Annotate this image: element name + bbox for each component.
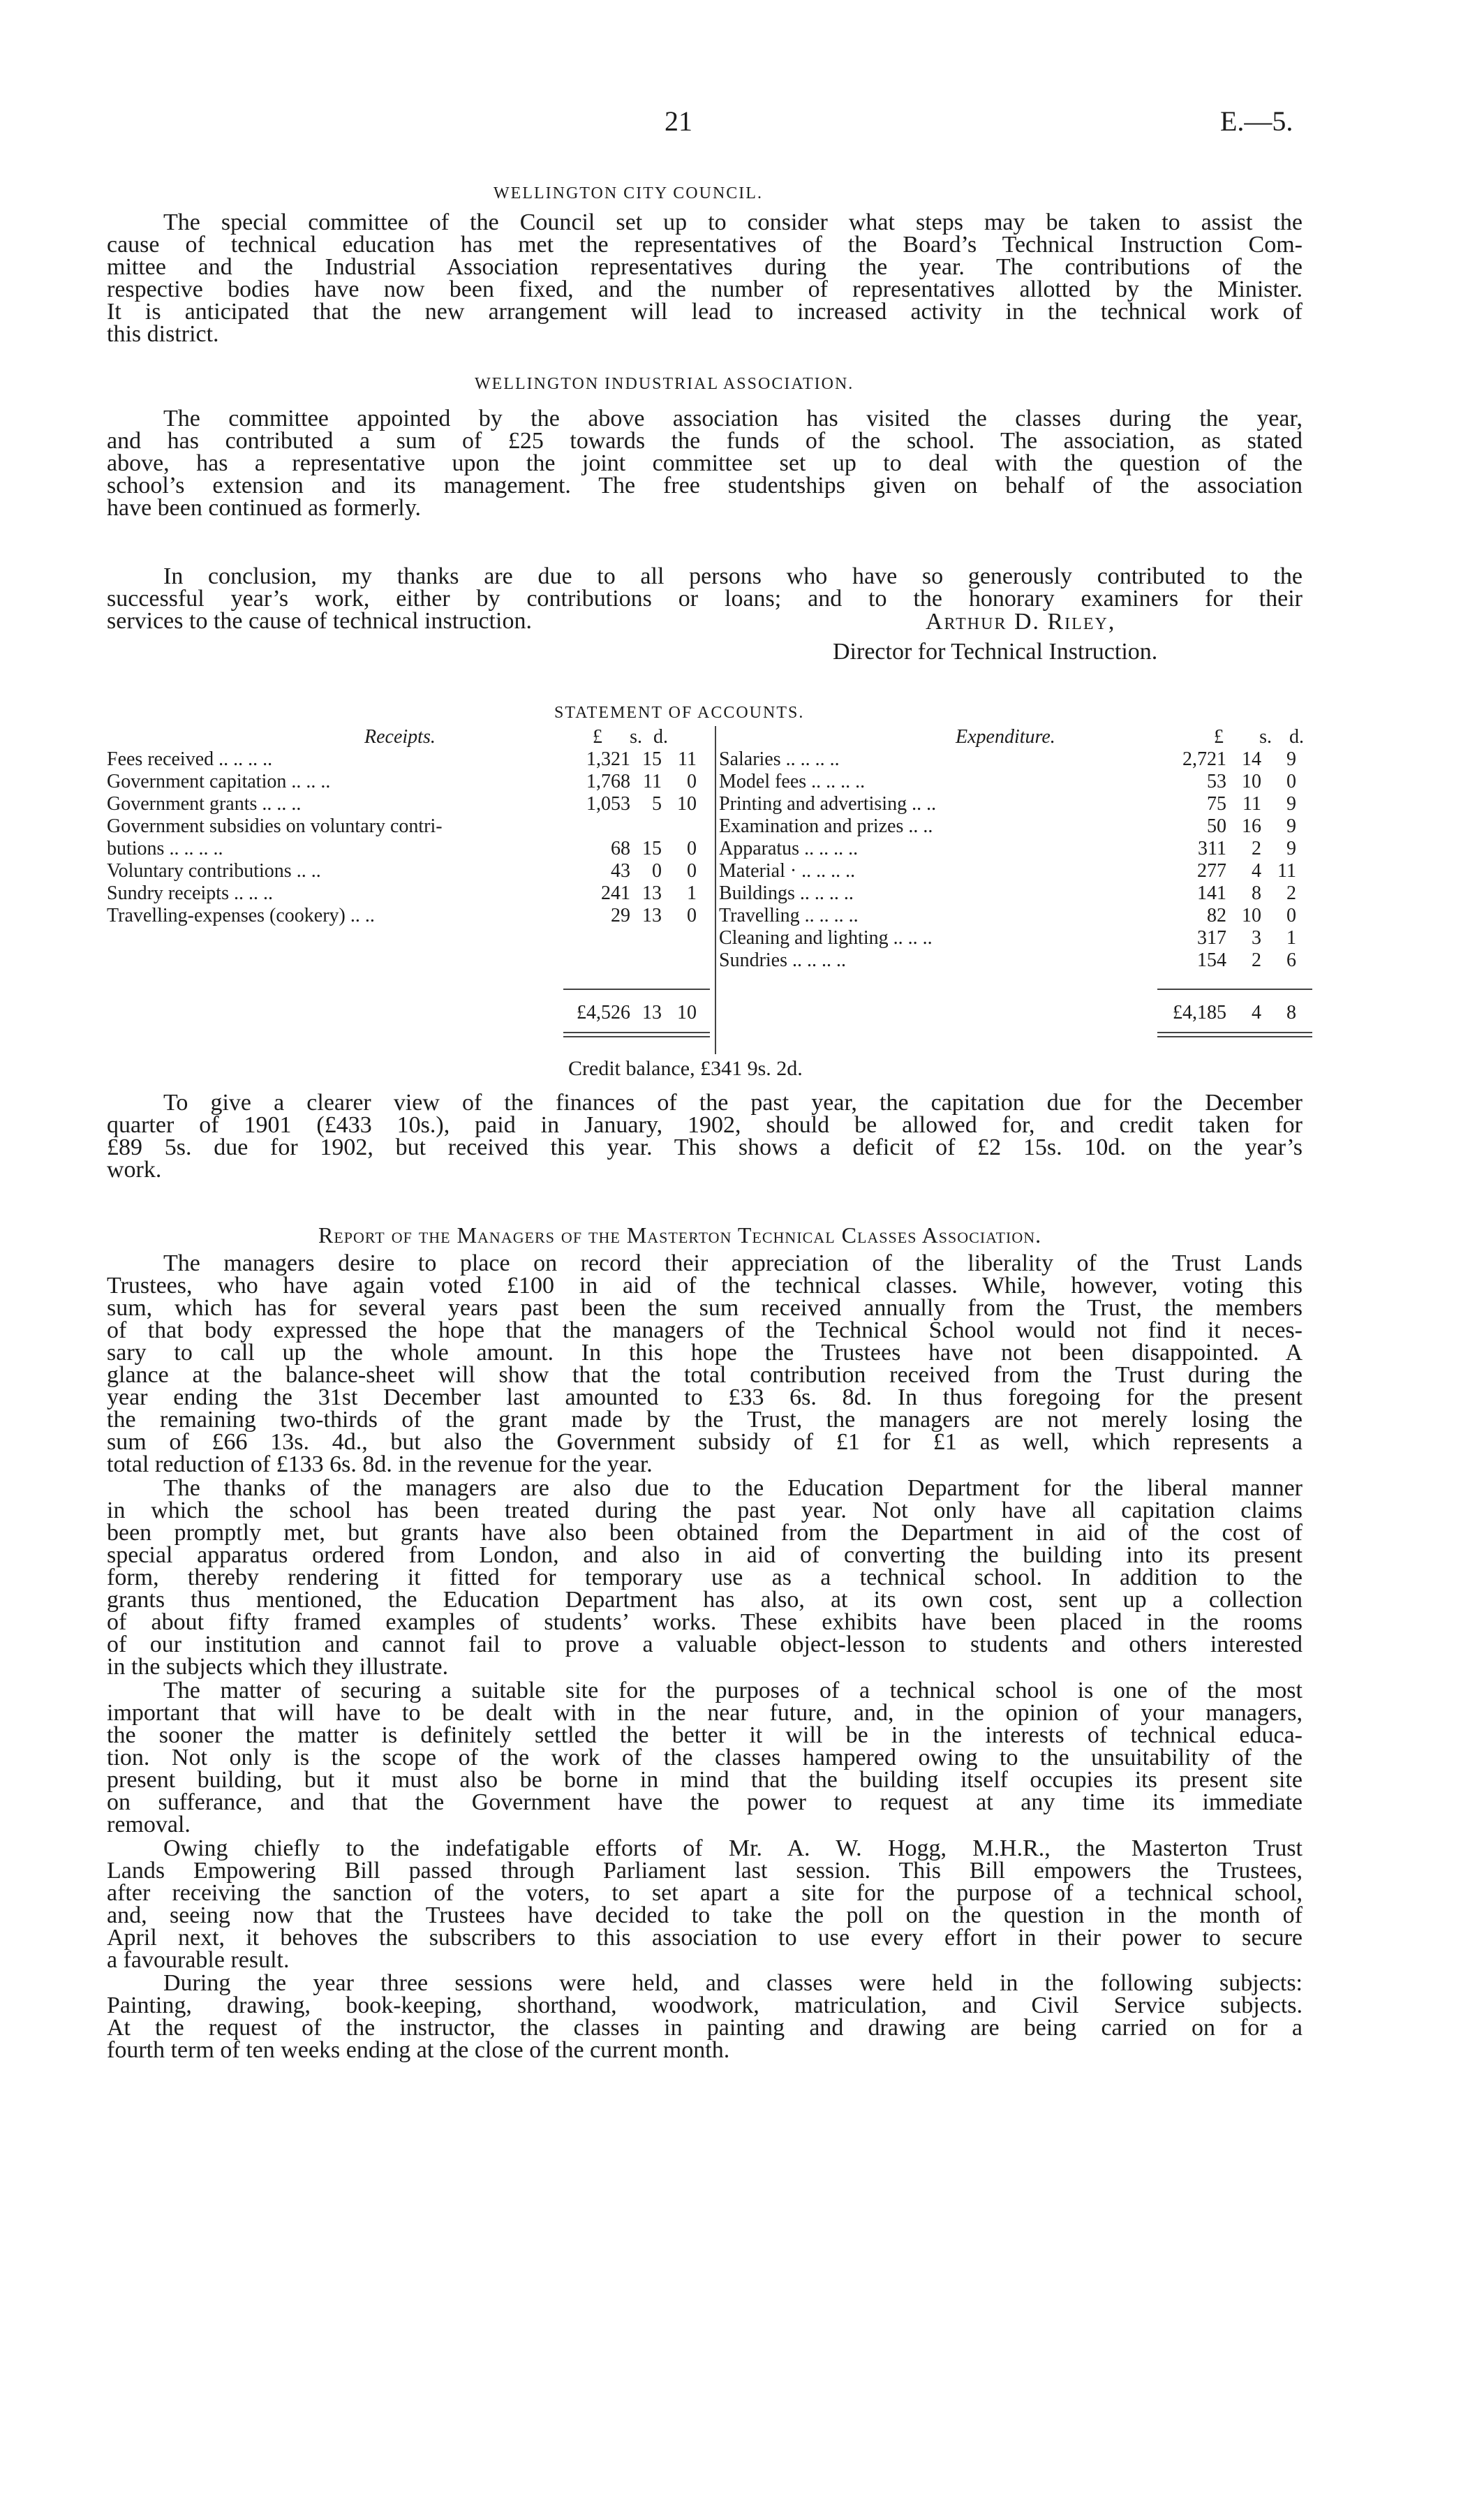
receipt-row-shillings: 13: [642, 882, 662, 904]
text-line: tion. Not only is the scope of the work of the classes hampered owing to the unsuitability of the: [107, 1745, 1303, 1770]
text-line: above, has a representative upon the joint committee set up to deal with the question of the: [107, 450, 1303, 476]
text-line: and, seeing now that the Trustees have decided to take the poll on the question in the month of: [107, 1902, 1303, 1928]
expenditure-row-shillings: 8: [1252, 882, 1261, 904]
text-line: In conclusion, my thanks are due to all persons who have so generously contributed to the: [163, 563, 1303, 589]
receipts-total-rule-bottom-2: [563, 1036, 710, 1037]
expenditure-total-rule-top: [1157, 989, 1312, 990]
text-line: To give a clearer view of the finances of the past year, the capitation due for the December: [163, 1090, 1303, 1116]
expenditure-row-pence: 6: [1286, 949, 1296, 971]
text-line: after receiving the sanction of the voters, to set apart a site for the purpose of a technical school,: [107, 1880, 1303, 1906]
receipt-row-pounds: 1,053: [586, 793, 630, 815]
expenditure-row-shillings: 11: [1242, 793, 1261, 815]
text-line: removal.: [107, 1812, 191, 1837]
receipts-total-shillings: 13: [642, 1002, 662, 1023]
paragraph-education-department-thanks: [107, 1477, 1303, 1678]
receipt-row-pence: 11: [678, 748, 697, 770]
text-line: important that will have to be dealt with in the near future, and, in the opinion of your managers,: [107, 1700, 1303, 1726]
text-line: of our institution and cannot fail to prove a valuable object-lesson to students and others interested: [107, 1632, 1303, 1657]
paragraph-finances-explanation: [107, 1092, 1303, 1181]
receipt-row-pounds: 29: [611, 905, 630, 926]
text-line: year ending the 31st December last amounted to £33 6s. 8d. In thus foregoing for the present: [107, 1384, 1303, 1410]
paragraph-industrial-association-committee: [107, 408, 1303, 519]
text-line: special apparatus ordered from London, and also in aid of converting the building into its present: [107, 1542, 1303, 1568]
text-line: cause of technical education has met the representatives of the Board’s Technical Instruction Com-: [107, 232, 1303, 258]
expenditure-row-pounds: 2,721: [1182, 748, 1226, 770]
text-line: The matter of securing a suitable site for the purposes of a technical school is one of the most: [163, 1678, 1303, 1703]
text-line: a favourable result.: [107, 1947, 290, 1973]
expenditure-row-pence: 11: [1277, 860, 1296, 882]
receipt-row-shillings: 11: [643, 771, 662, 792]
paragraph-conclusion-thanks: [107, 565, 1303, 633]
signature-name: Arthur D. Riley,: [926, 609, 1116, 635]
expenditure-row-pounds: 53: [1207, 771, 1226, 792]
receipt-row-pence: 10: [677, 793, 697, 815]
text-line: have been continued as formerly.: [107, 495, 422, 521]
text-line: It is anticipated that the new arrangement will lead to increased activity in the technical work of: [107, 299, 1303, 325]
expenditure-row-pounds: 277: [1197, 860, 1226, 882]
text-line: During the year three sessions were held, and classes were held in the following subjects:: [163, 1970, 1303, 1996]
text-line: in the subjects which they illustrate.: [107, 1654, 449, 1680]
text-line: Owing chiefly to the indefatigable efforts of Mr. A. W. Hogg, M.H.R., the Masterton Trust: [163, 1835, 1303, 1861]
receipt-row-shillings: 0: [652, 860, 662, 882]
section-heading-wellington-industrial-association: WELLINGTON INDUSTRIAL ASSOCIATION.: [475, 375, 854, 393]
receipts-total-pounds: £4,526: [577, 1002, 630, 1023]
text-line: form, thereby rendering it fitted for temporary use as a technical school. In addition to the: [107, 1565, 1303, 1590]
expenditure-row-shillings: 14: [1242, 748, 1261, 770]
expenditure-row-label: Model fees .. .. .. ..: [719, 771, 866, 792]
section-heading-wellington-city-council: WELLINGTON CITY COUNCIL.: [494, 184, 763, 202]
text-line: of about fifty framed examples of students’ works. These exhibits have been placed in the rooms: [107, 1609, 1303, 1635]
expenditure-row-pence: 9: [1286, 793, 1296, 815]
signature-title: Director for Technical Instruction.: [833, 639, 1158, 665]
text-line: total reduction of £133 6s. 8d. in the revenue for the year.: [107, 1451, 653, 1477]
expenditure-col-shilling: s.: [1259, 726, 1272, 748]
expenditure-row-pounds: 311: [1198, 838, 1226, 859]
receipt-row-shillings: 13: [642, 905, 662, 926]
expenditure-row-shillings: 3: [1252, 927, 1261, 949]
text-line: in which the school has been treated during the past year. Not only have all capitation claims: [107, 1497, 1303, 1523]
text-line: of that body expressed the hope that the managers of the Technical School would not find it neces-: [107, 1317, 1303, 1343]
page-number: 21: [665, 105, 692, 137]
receipts-col-pence: d.: [653, 726, 668, 748]
expenditure-row-shillings: 4: [1252, 860, 1261, 882]
text-line: respective bodies have now been fixed, and the number of representatives allotted by the Minister.: [107, 276, 1303, 302]
text-line: school’s extension and its management. The free studentships given on behalf of the association: [107, 473, 1303, 498]
expenditure-row-pounds: 50: [1207, 815, 1226, 837]
text-line: mittee and the Industrial Association representatives during the year. The contributions of the: [107, 254, 1303, 280]
expenditure-row-label: Buildings .. .. .. ..: [719, 882, 854, 904]
expenditure-row-label: Salaries .. .. .. ..: [719, 748, 840, 770]
receipt-row-pounds: 68: [611, 838, 630, 859]
receipt-row-label: Government grants .. .. ..: [107, 793, 302, 815]
text-line: services to the cause of technical instruction.: [107, 608, 532, 634]
receipt-row-label: Voluntary contributions .. ..: [107, 860, 321, 882]
receipt-row-shillings: 15: [642, 838, 662, 859]
expenditure-row-pence: 0: [1286, 905, 1296, 926]
text-line: sary to call up the whole amount. In this hope the Trustees have not been disappointed. A: [107, 1340, 1303, 1366]
receipt-row-pence: 1: [687, 882, 697, 904]
receipt-row-pence: 0: [687, 860, 697, 882]
text-line: At the request of the instructor, the classes in painting and drawing are being carried on for a: [107, 2015, 1303, 2041]
text-line: on sufferance, and that the Government have the power to request at any time its immediate: [107, 1789, 1303, 1815]
text-line: the remaining two-thirds of the grant made by the Trust, the managers are not merely losing the: [107, 1407, 1303, 1433]
receipts-total-rule-bottom-1: [563, 1032, 710, 1033]
expenditure-total-shillings: 4: [1252, 1002, 1261, 1023]
text-line: £89 5s. due for 1902, but received this year. This shows a deficit of £2 15s. 10d. on the year’s: [107, 1134, 1303, 1160]
expenditure-row-label: Examination and prizes .. ..: [719, 815, 933, 837]
text-line: and has contributed a sum of £25 towards the funds of the school. The association, as stated: [107, 428, 1303, 454]
receipt-row-pence: 0: [687, 771, 697, 792]
text-line: been promptly met, but grants have also been obtained from the Department in aid of the cost of: [107, 1520, 1303, 1546]
expenditure-row-label: Printing and advertising .. ..: [719, 793, 937, 815]
expenditure-column-label: Expenditure.: [956, 726, 1055, 748]
expenditure-row-shillings: 10: [1242, 771, 1261, 792]
expenditure-col-pound: £: [1214, 726, 1224, 748]
receipts-col-shilling: s.: [630, 726, 642, 748]
expenditure-row-pounds: 75: [1207, 793, 1226, 815]
accounts-column-divider: [715, 726, 716, 1054]
text-line: grants thus mentioned, the Education Department has also, at its own cost, sent up a collection: [107, 1587, 1303, 1613]
receipt-row-pounds: 1,768: [586, 771, 630, 792]
receipt-row-pence: 0: [687, 838, 697, 859]
receipt-row-label: Travelling-expenses (cookery) .. ..: [107, 905, 375, 926]
expenditure-col-pence: d.: [1289, 726, 1304, 748]
expenditure-row-label: Sundries .. .. .. ..: [719, 949, 846, 971]
receipt-row-pence: 0: [687, 905, 697, 926]
receipt-row-label: butions .. .. .. ..: [107, 838, 223, 859]
text-line: Painting, drawing, book-keeping, shorthand, woodwork, matriculation, and Civil Service subjects.: [107, 1992, 1303, 2018]
credit-balance: Credit balance, £341 9s. 2d.: [568, 1057, 803, 1080]
text-line: work.: [107, 1157, 162, 1183]
expenditure-row-pounds: 141: [1197, 882, 1226, 904]
receipt-row-pounds: 1,321: [586, 748, 630, 770]
text-line: quarter of 1901 (£433 10s.), paid in January, 1902, should be allowed for, and credit taken for: [107, 1112, 1303, 1138]
expenditure-total-pence: 8: [1286, 1002, 1296, 1023]
expenditure-row-pounds: 317: [1197, 927, 1226, 949]
text-line: fourth term of ten weeks ending at the close of the current month.: [107, 2037, 730, 2063]
paragraph-trust-lands-trustees: [107, 1252, 1303, 1476]
receipt-row-shillings: 15: [642, 748, 662, 770]
expenditure-row-shillings: 10: [1242, 905, 1261, 926]
text-line: The special committee of the Council set up to consider what steps may be taken to assist the: [163, 209, 1303, 235]
expenditure-row-pence: 9: [1286, 748, 1296, 770]
expenditure-row-pence: 1: [1286, 927, 1296, 949]
expenditure-row-label: Material · .. .. .. ..: [719, 860, 856, 882]
expenditure-row-shillings: 2: [1252, 838, 1261, 859]
text-line: present building, but it must also be borne in mind that the building itself occupies its present site: [107, 1767, 1303, 1793]
expenditure-total-rule-bottom-2: [1157, 1036, 1312, 1037]
expenditure-row-pounds: 82: [1207, 905, 1226, 926]
text-line: Lands Empowering Bill passed through Parliament last session. This Bill empowers the Trustees,: [107, 1858, 1303, 1884]
expenditure-total-pounds: £4,185: [1173, 1002, 1226, 1023]
receipts-total-rule-top: [563, 989, 710, 990]
expenditure-row-pence: 9: [1286, 815, 1296, 837]
text-line: glance at the balance-sheet will show that the total contribution received from the Trust during the: [107, 1362, 1303, 1388]
paragraph-wellington-city-council: [107, 209, 1303, 347]
receipt-row-label: Sundry receipts .. .. ..: [107, 882, 273, 904]
expenditure-row-pence: 2: [1286, 882, 1296, 904]
receipt-row-label: Fees received .. .. .. ..: [107, 748, 273, 770]
expenditure-row-label: Cleaning and lighting .. .. ..: [719, 927, 933, 949]
text-line: sum of £66 13s. 4d., but also the Government subsidy of £1 for £1 as well, which represents a: [107, 1429, 1303, 1455]
text-line: Trustees, who have again voted £100 in aid of the technical classes. While, however, voting this: [107, 1273, 1303, 1299]
expenditure-row-label: Travelling .. .. .. ..: [719, 905, 859, 926]
receipts-col-pound: £: [593, 726, 602, 748]
receipt-row-pounds: 43: [611, 860, 630, 882]
section-heading-masterton-report: Report of the Managers of the Masterton Technical Classes Association.: [318, 1222, 1042, 1248]
text-line: successful year’s work, either by contributions or loans; and to the honorary examiners for their: [107, 586, 1303, 612]
text-line: The thanks of the managers are also due to the Education Department for the liberal manner: [163, 1475, 1303, 1501]
expenditure-row-pence: 0: [1286, 771, 1296, 792]
document-series-code: E.—5.: [1220, 105, 1293, 137]
receipt-row-label: Government capitation .. .. ..: [107, 771, 331, 792]
expenditure-row-shillings: 2: [1252, 949, 1261, 971]
text-line: The managers desire to place on record their appreciation of the liberality of the Trust Lands: [163, 1250, 1303, 1276]
receipt-row-label: Government subsidies on voluntary contri-: [107, 815, 443, 837]
expenditure-row-shillings: 16: [1242, 815, 1261, 837]
paragraph-suitable-site: [107, 1680, 1303, 1836]
text-line: this district.: [107, 321, 219, 347]
receipts-column-label: Receipts.: [364, 726, 436, 748]
receipt-row-shillings: 5: [652, 793, 662, 815]
receipt-row-pounds: 241: [601, 882, 630, 904]
receipts-total-pence: 10: [677, 1002, 697, 1023]
paragraph-sessions-and-subjects: [107, 1972, 1303, 2062]
expenditure-row-pence: 9: [1286, 838, 1296, 859]
text-line: The committee appointed by the above association has visited the classes during the year,: [163, 406, 1303, 431]
paragraph-empowering-bill: [107, 1837, 1303, 1972]
text-line: the sooner the matter is definitely settled the better it will be in the interests of technical educa-: [107, 1722, 1303, 1748]
expenditure-total-rule-bottom-1: [1157, 1032, 1312, 1033]
expenditure-row-pounds: 154: [1197, 949, 1226, 971]
text-line: sum, which has for several years past been the sum received annually from the Trust, the members: [107, 1295, 1303, 1321]
expenditure-row-label: Apparatus .. .. .. ..: [719, 838, 859, 859]
text-line: April next, it behoves the subscribers to this association to use every effort in their power to secure: [107, 1925, 1303, 1951]
accounts-heading: STATEMENT OF ACCOUNTS.: [554, 704, 805, 722]
